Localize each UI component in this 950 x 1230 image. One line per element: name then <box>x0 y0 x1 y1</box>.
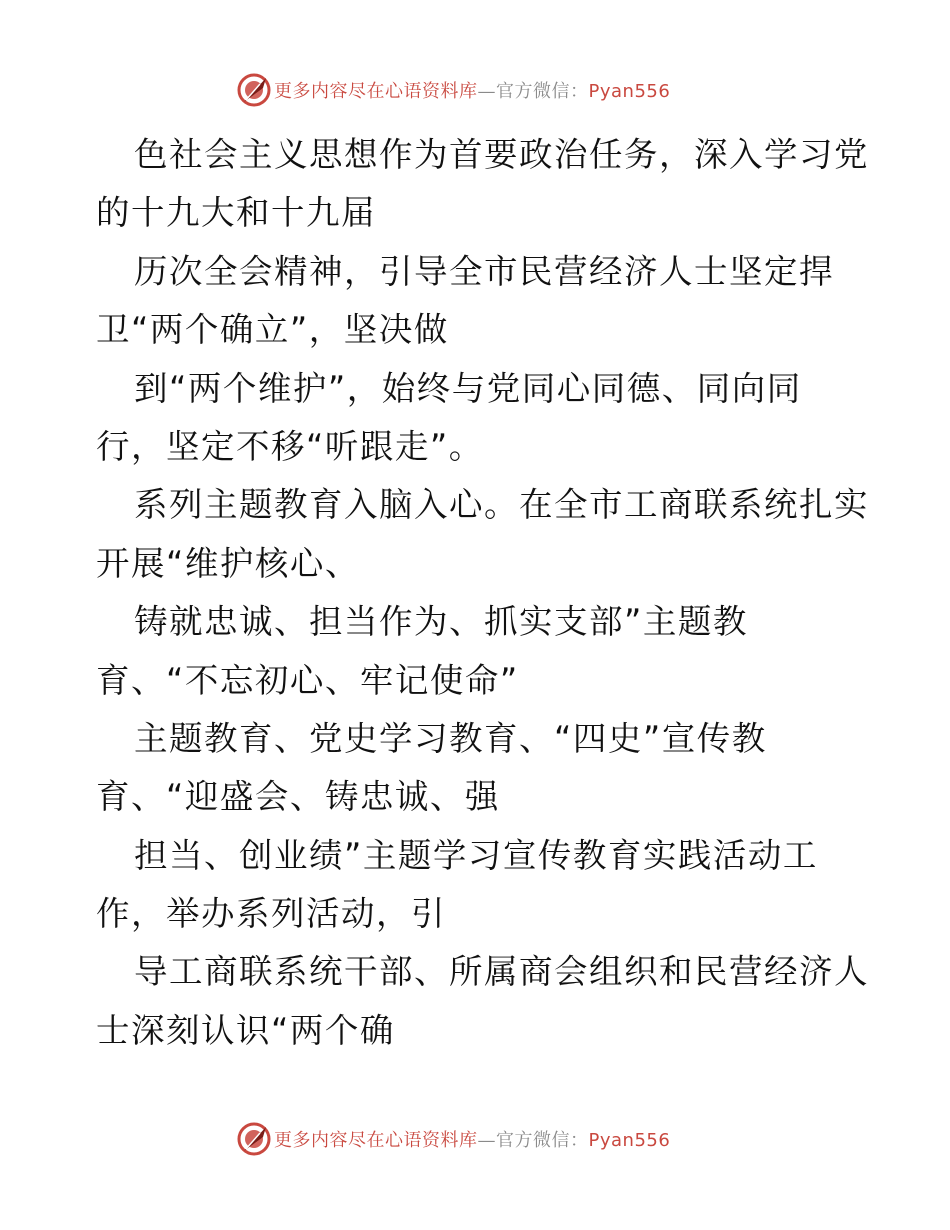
text-line: 到“两个维护”，始终与党同心同德、同向同 <box>134 368 802 408</box>
header-watermark-banner <box>236 70 716 110</box>
banner-wechat-label: 官方微信： <box>496 81 589 102</box>
footer-watermark-banner <box>236 1119 716 1159</box>
document-body <box>96 126 896 1060</box>
text-line: 开展“维护核心、 <box>96 543 360 583</box>
text-line: 的十九大和十九届 <box>96 193 376 233</box>
banner-dash: — <box>477 1130 496 1151</box>
text-line: 担当、创业绩”主题学习宣传教育实践活动工 <box>134 835 818 875</box>
text-line: 育、“不忘初心、牢记使命” <box>96 660 519 700</box>
text-line: 系列主题教育入脑入心。在全市工商联系统扎实 <box>134 485 869 525</box>
text-line: 历次全会精神，引导全市民营经济人士坚定捍 <box>134 251 834 291</box>
text-line: 士深刻认识“两个确 <box>96 1010 395 1050</box>
text-line: 铸就忠诚、担当作为、抓实支部”主题教 <box>134 602 748 642</box>
text-line: 育、“迎盛会、铸忠诚、强 <box>96 777 500 817</box>
banner-dash: — <box>477 81 496 102</box>
text-line: 色社会主义思想作为首要政治任务，深入学习党 <box>134 135 869 174</box>
quill-seal-icon <box>236 72 272 108</box>
banner-wechat-id: Pyan556 <box>588 81 671 102</box>
text-line: 行，坚定不移“听跟走”。 <box>96 426 484 466</box>
text-line: 卫“两个确立”，坚决做 <box>96 310 449 350</box>
text-line: 作，举办系列活动，引 <box>96 894 446 934</box>
banner-main-text: 更多内容尽在心语资料库 <box>274 81 478 102</box>
text-line: 主题教育、党史学习教育、“四史”宣传教 <box>134 718 767 758</box>
text-line: 导工商联系统干部、所属商会组织和民营经济人 <box>134 952 869 992</box>
banner-main-text: 更多内容尽在心语资料库 <box>274 1130 478 1151</box>
banner-wechat-label: 官方微信： <box>496 1130 589 1151</box>
quill-seal-icon <box>236 1121 272 1157</box>
banner-wechat-id: Pyan556 <box>588 1130 671 1151</box>
